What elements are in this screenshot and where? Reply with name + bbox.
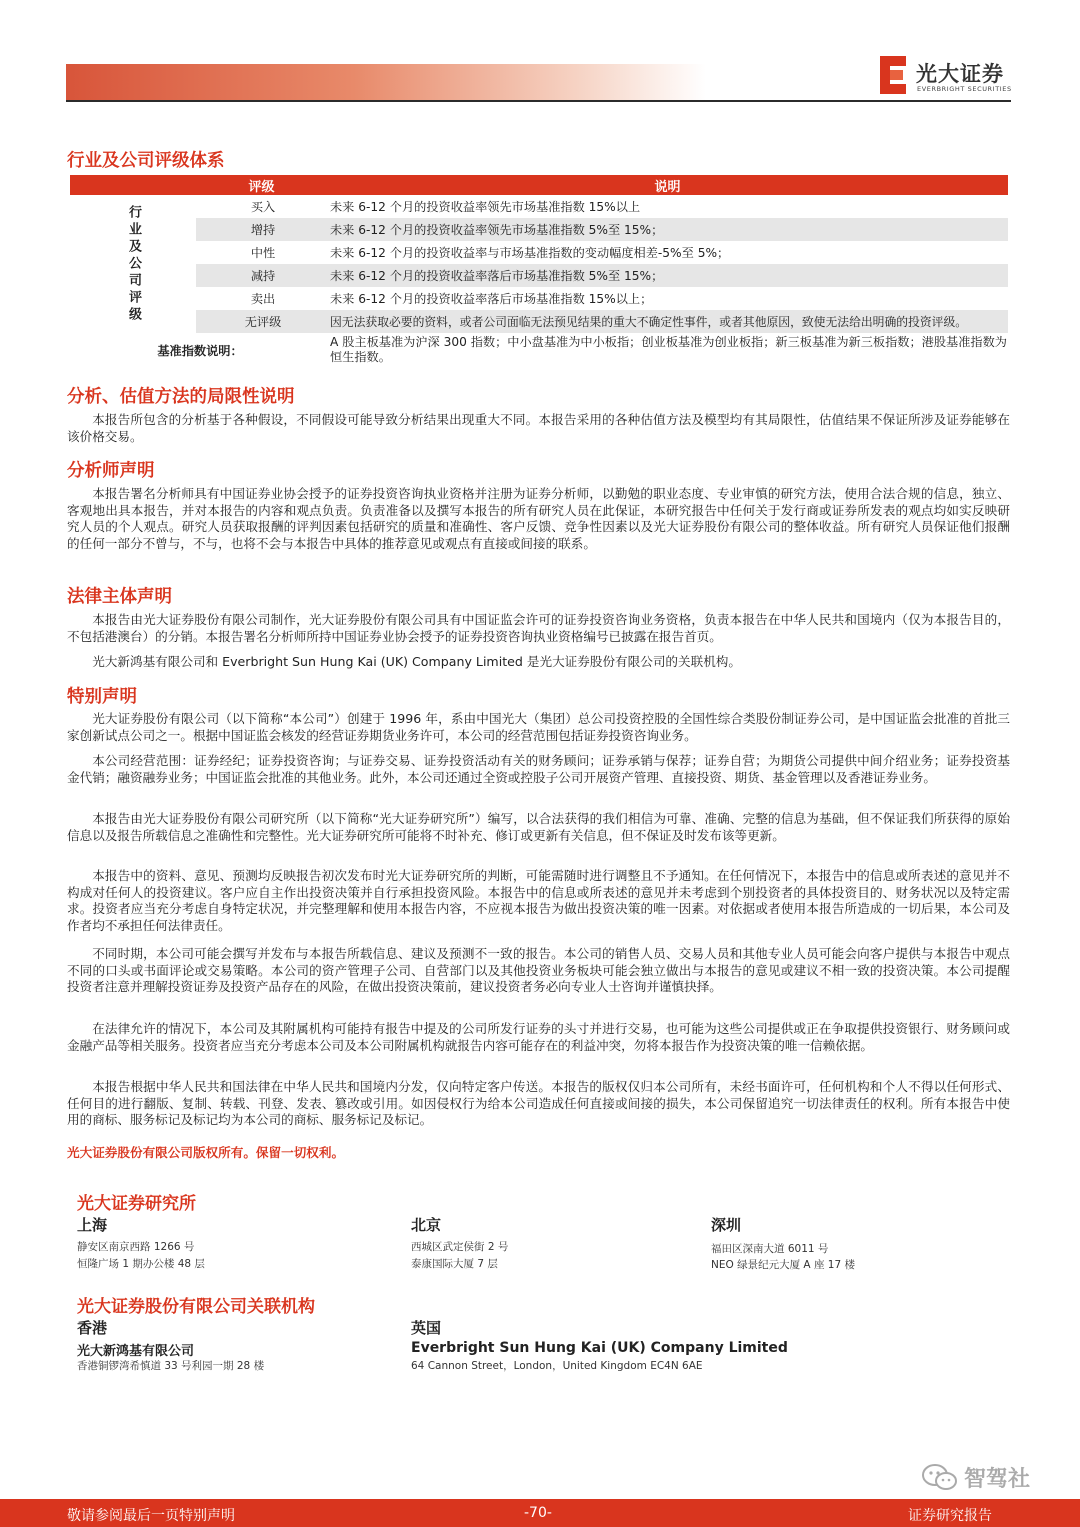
description-cell: 未来 6-12 个月的投资收益率落后市场基准指数 15%以上； — [330, 292, 653, 306]
everbright-logo-icon — [880, 56, 906, 94]
special-paragraph-3: 本报告由光大证券股份有限公司研究所（以下简称“光大证券研究所”）编写，以合法获得的我们相信为可靠、准确、完整的信息为基础，但不保证我们所获得的原始信息以及报告所载信息之准确性和完整性。光大证券研究所可能将不时补充、修订或更新有关信息，但不保证及时发布该等更新。 — [67, 811, 1010, 843]
table-row — [70, 241, 1008, 264]
rating-cell: 无评级 — [196, 310, 327, 333]
description-cell: 未来 6-12 个月的投资收益率领先市场基准指数 15%以上 — [330, 200, 641, 214]
logo-text-cn: 光大证券 — [916, 62, 1004, 86]
header-gradient-bar — [66, 64, 706, 100]
shenzhen-address-2: NEO 绿景纪元大厦 A 座 17 楼 — [711, 1259, 855, 1271]
basis-label: 基准指数说明： — [157, 343, 243, 358]
table-row — [70, 218, 1008, 241]
description-cell: 未来 6-12 个月的投资收益率与市场基准指数的变动幅度相差-5%至 5%； — [330, 246, 730, 260]
everbright-logo — [880, 56, 1015, 100]
region-uk: 英国 — [411, 1319, 442, 1337]
vertical-category-label: 行业及公司评级 — [126, 204, 141, 324]
logo-text-en: EVERBRIGHT SECURITIES — [917, 85, 1012, 93]
analyst-section-title: 分析师声明 — [67, 461, 155, 481]
description-cell: 未来 6-12 个月的投资收益率领先市场基准指数 5%至 15%； — [327, 218, 1008, 241]
footer-bar — [0, 1499, 1080, 1527]
legal-paragraph-1: 本报告由光大证券股份有限公司制作，光大证券股份有限公司具有中国证监会许可的证券投资咨询业务资格，负责本报告在中华人民共和国境内（仅为本报告目的，不包括港澳台）的分销。本报告署名分析师所持中国证券业协会授予的证券投资咨询执业资格编号已披露在报告首页。 — [67, 612, 1010, 644]
rating-cell: 中性 — [250, 246, 276, 260]
beijing-address-1: 西城区武定侯街 2 号 — [411, 1241, 509, 1253]
uk-address: 64 Cannon Street，London，United Kingdom EC4N 6AE — [411, 1360, 703, 1372]
shenzhen-address-1: 福田区深南大道 6011 号 — [711, 1243, 829, 1255]
affiliates-title: 光大证券股份有限公司关联机构 — [77, 1297, 315, 1317]
table-row-basis — [70, 333, 1008, 367]
basis-text: A 股主板基准为沪深 300 指数；中小盘基准为中小板指；创业板基准为创业板指；新三板基准为新三板指数；港股基准指数为恒生指数。 — [330, 335, 1007, 364]
rating-section-title: 行业及公司评级体系 — [67, 151, 225, 171]
table-row — [70, 195, 1008, 218]
header-rule — [66, 100, 1011, 102]
city-shanghai: 上海 — [77, 1216, 108, 1234]
uk-company-name: Everbright Sun Hung Kai (UK) Company Limited — [411, 1340, 788, 1356]
watermark — [920, 1460, 1050, 1494]
rating-cell: 买入 — [250, 200, 276, 214]
limitations-section-title: 分析、估值方法的局限性说明 — [67, 387, 295, 407]
legal-section-title: 法律主体声明 — [67, 587, 172, 607]
special-paragraph-1: 光大证券股份有限公司（以下简称“本公司”）创建于 1996 年，系由中国光大（集团）总公司投资控股的全国性综合类股份制证券公司，是中国证监会批准的首批三家创新试点公司之一。根据中国证监会核发的经营证券期货业务许可，本公司的经营范围包括证券投资咨询业务。 — [67, 711, 1010, 743]
city-beijing: 北京 — [411, 1216, 442, 1234]
special-paragraph-6: 在法律允许的情况下，本公司及其附属机构可能持有报告中提及的公司所发行证券的头寸并进行交易，也可能为这些公司提供或正在争取提供投资银行、财务顾问或金融产品等相关服务。投资者应当充分考虑本公司及本公司附属机构就报告内容可能存在的利益冲突，勿将本报告作为投资决策的唯一信赖依据。 — [67, 1021, 1010, 1053]
rating-cell: 卖出 — [250, 292, 276, 306]
header-blank — [70, 175, 196, 195]
rating-cell: 增持 — [196, 218, 327, 241]
hk-company-name: 光大新鸿基有限公司 — [77, 1344, 195, 1359]
watermark-text: 智驾社 — [964, 1467, 1031, 1492]
institute-title: 光大证券研究所 — [77, 1194, 196, 1214]
region-hk: 香港 — [77, 1319, 108, 1337]
rating-table-header — [70, 175, 1008, 195]
limitations-paragraph: 本报告所包含的分析基于各种假设，不同假设可能导致分析结果出现重大不同。本报告采用的各种估值方法及模型均有其局限性，估值结果不保证所涉及证券能够在该价格交易。 — [67, 412, 1010, 444]
analyst-paragraph: 本报告署名分析师具有中国证券业协会授予的证券投资咨询执业资格并注册为证券分析师，以勤勉的职业态度、专业审慎的研究方法，使用合法合规的信息，独立、客观地出具本报告，并对本报告的内容和观点负责。负责准备以及撰写本报告的所有研究人员在此保证，本研究报告中任何关于发行商或证券所发表的观点均如实反映研究人员的个人观点。研究人员获取报酬的评判因素包括研究的质量和准确性、客户反馈、竞争性因素以及光大证券股份有限公司的整体收益。所有研究人员保证他们报酬的任何一部分不曾与，不与，也将不会与本报告中具体的推荐意见或观点有直接或间接的联系。 — [67, 486, 1010, 552]
description-cell: 因无法获取必要的资料，或者公司面临无法预见结果的重大不确定性事件，或者其他原因，致使无法给出明确的投资评级。 — [327, 310, 1008, 333]
rating-cell: 减持 — [196, 264, 327, 287]
page-number: -70- — [524, 1505, 552, 1521]
special-paragraph-4: 本报告中的资料、意见、预测均反映报告初次发布时光大证券研究所的判断，可能需随时进行调整且不予通知。在任何情况下，本报告中的信息或所表述的意见并不构成对任何人的投资建议。客户应自主作出投资决策并自行承担投资风险。本报告中的信息或所表述的意见并未考虑到个别投资者的具体投资目的、财务状况以及特定需求。投资者应当充分考虑自身特定状况，并完整理解和使用本报告内容，不应视本报告为做出投资决策的唯一因素。对依据或者使用本报告所造成的一切后果，本公司及作者均不承担任何法律责任。 — [67, 868, 1010, 934]
description-cell: 未来 6-12 个月的投资收益率落后市场基准指数 5%至 15%； — [327, 264, 1008, 287]
rating-table — [70, 175, 1008, 367]
special-paragraph-2: 本公司经营范围：证券经纪；证券投资咨询；与证券交易、证券投资活动有关的财务顾问；证券承销与保荐；证券自营；为期货公司提供中间介绍业务；证券投资基金代销；融资融券业务；中国证监会批准的其他业务。此外，本公司还通过全资或控股子公司开展资产管理、直接投资、期货、基金管理以及香港证券业务。 — [67, 753, 1010, 785]
special-section-title: 特别声明 — [67, 687, 137, 707]
shanghai-address-2: 恒隆广场 1 期办公楼 48 层 — [77, 1258, 205, 1270]
city-shenzhen: 深圳 — [711, 1216, 742, 1234]
header-rating: 评级 — [196, 175, 327, 195]
copyright-notice: 光大证券股份有限公司版权所有。保留一切权利。 — [67, 1145, 345, 1160]
special-paragraph-5: 不同时期，本公司可能会撰写并发布与本报告所载信息、建议及预测不一致的报告。本公司的销售人员、交易人员和其他专业人员可能会向客户提供与本报告中观点不同的口头或书面评论或交易策略。本公司的资产管理子公司、自营部门以及其他投资业务板块可能会独立做出与本报告的意见或建议不相一致的投资决策。本公司提醒投资者注意并理解投资证券及投资产品存在的风险，在做出投资决策前，建议投资者务必向专业人士咨询并谨慎抉择。 — [67, 946, 1010, 995]
hk-address: 香港铜锣湾希慎道 33 号利园一期 28 楼 — [77, 1360, 265, 1372]
shanghai-address-1: 静安区南京西路 1266 号 — [77, 1241, 195, 1253]
header-description: 说明 — [327, 175, 1008, 195]
legal-paragraph-2: 光大新鸿基有限公司和 Everbright Sun Hung Kai (UK) Company Limited 是光大证券股份有限公司的关联机构。 — [92, 654, 741, 669]
special-paragraph-7: 本报告根据中华人民共和国法律在中华人民共和国境内分发，仅向特定客户传送。本报告的版权仅归本公司所有，未经书面许可，任何机构和个人不得以任何形式、任何目的进行翻版、复制、转载、刊登、发表、篡改或引用。如因侵权行为给本公司造成任何直接或间接的损失，本公司保留追究一切法律责任的权利。所有本报告中使用的商标、服务标记及标记均为本公司的商标、服务标记及标记。 — [67, 1079, 1010, 1128]
beijing-address-2: 泰康国际大厦 7 层 — [411, 1258, 498, 1270]
footer-report-type: 证券研究报告 — [908, 1508, 992, 1524]
table-row — [70, 264, 1008, 287]
wechat-icon — [920, 1462, 960, 1494]
table-row — [70, 287, 1008, 310]
footer-disclaimer: 敬请参阅最后一页特别声明 — [67, 1508, 235, 1524]
table-row — [70, 310, 1008, 333]
